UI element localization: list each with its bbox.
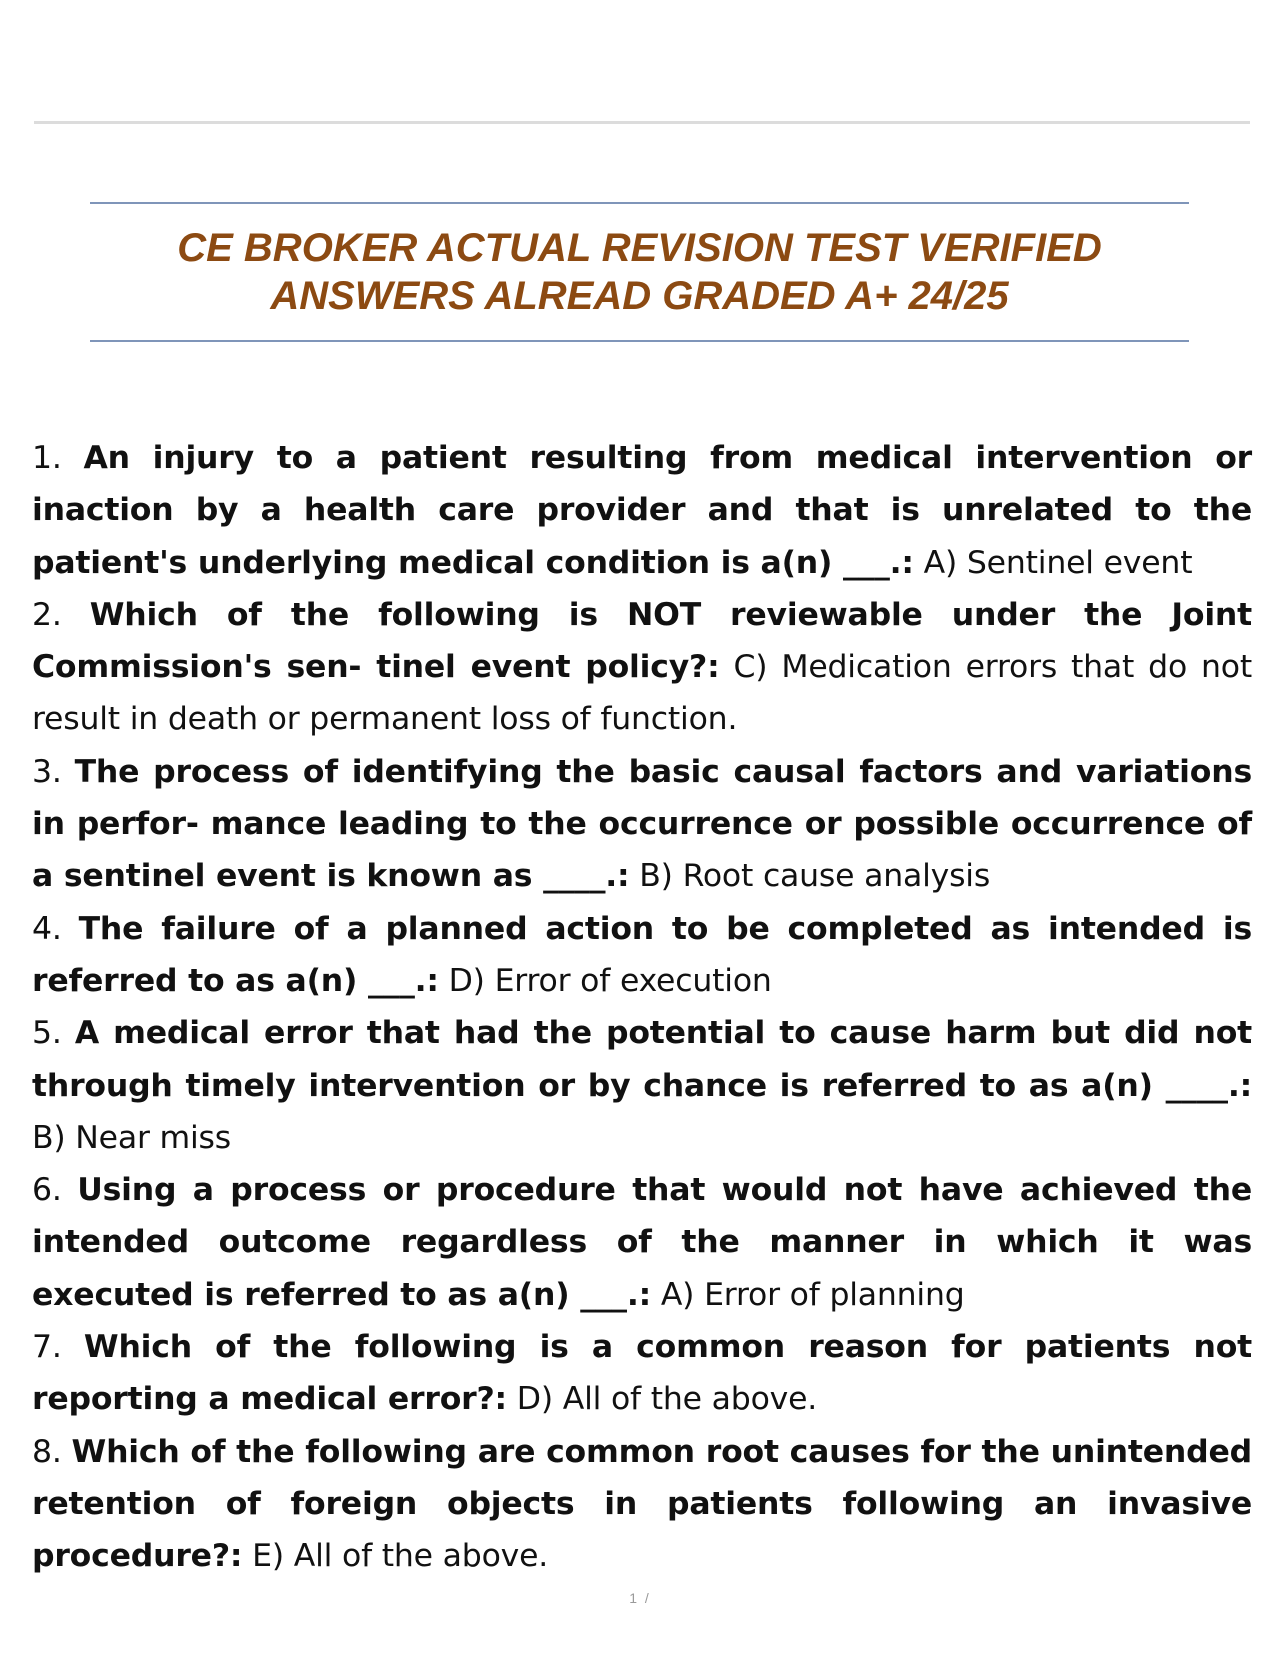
qa-item-5: [32, 1007, 1252, 1164]
item-number: 1.: [32, 440, 84, 476]
question-text: A medical error that had the potential to cause harm but did not through timely intervention or by chance is referred to as a(n) ____.:: [32, 1015, 1252, 1104]
item-number: 4.: [32, 910, 79, 947]
title-block: [90, 202, 1189, 342]
question-answer-list: [32, 432, 1252, 1583]
qa-item-6: [32, 1164, 1252, 1321]
title-line-1: CE BROKER ACTUAL REVISION TEST VERIFIED: [177, 226, 1102, 270]
item-number: 8.: [32, 1433, 72, 1470]
answer-text: D) All of the above.: [506, 1381, 818, 1418]
title-bottom-rule: [90, 340, 1189, 342]
item-number: 2.: [32, 596, 90, 633]
qa-item-4: [32, 903, 1252, 1008]
question-text: Which of the following are common root causes for the unintended retention of foreign objects in patients following an invasive procedure?:: [32, 1433, 1252, 1575]
answer-text: B) Near miss: [32, 1119, 231, 1156]
answer-text: D) Error of execution: [438, 962, 772, 999]
page-top-divider: [34, 121, 1250, 124]
answer-text: C) Medication errors that do not result in death or permanent loss of function.: [32, 649, 1252, 738]
question-text: The process of identifying the basic causal factors and variations in perfor- mance leading to the occurrence or possible occurrence of a sentinel event is known as ____.:: [32, 753, 1252, 895]
title-top-rule: [90, 202, 1189, 204]
qa-item-2: [32, 589, 1252, 746]
title-line-2: ANSWERS ALREAD GRADED A+ 24/25: [270, 274, 1009, 318]
qa-item-1: [32, 432, 1252, 589]
answer-text: E) All of the above.: [242, 1538, 549, 1575]
item-number: 7.: [32, 1329, 84, 1366]
item-number: 6.: [32, 1172, 78, 1209]
answer-text: B) Root cause analysis: [629, 858, 991, 895]
question-text: An injury to a patient resulting from medical intervention or inaction by a health care provider and that is unrelated to the patient's underlying medical condition is a(n) ___.:: [32, 440, 1252, 581]
question-text: The failure of a planned action to be completed as intended is referred to as a(n) ___.:: [32, 910, 1253, 999]
document-title: [90, 224, 1189, 320]
qa-item-7: [32, 1321, 1252, 1426]
answer-text: A) Sentinel event: [913, 544, 1193, 581]
question-text: Which of the following is NOT reviewable under the Joint Commission's sen- tinel event policy?:: [32, 596, 1252, 686]
page-number: 1 /: [629, 1590, 651, 1606]
item-number: 5.: [32, 1015, 75, 1052]
item-number: 3.: [32, 753, 75, 790]
question-text: Using a process or procedure that would not have achieved the intended outcome regardless of the manner in which it was executed is referred to as a(n) ___.:: [32, 1172, 1252, 1313]
qa-item-8: [32, 1426, 1252, 1583]
answer-text: A) Error of planning: [651, 1276, 965, 1313]
question-text: Which of the following is a common reason for patients not reporting a medical error?:: [32, 1329, 1253, 1418]
qa-item-3: [32, 746, 1252, 903]
